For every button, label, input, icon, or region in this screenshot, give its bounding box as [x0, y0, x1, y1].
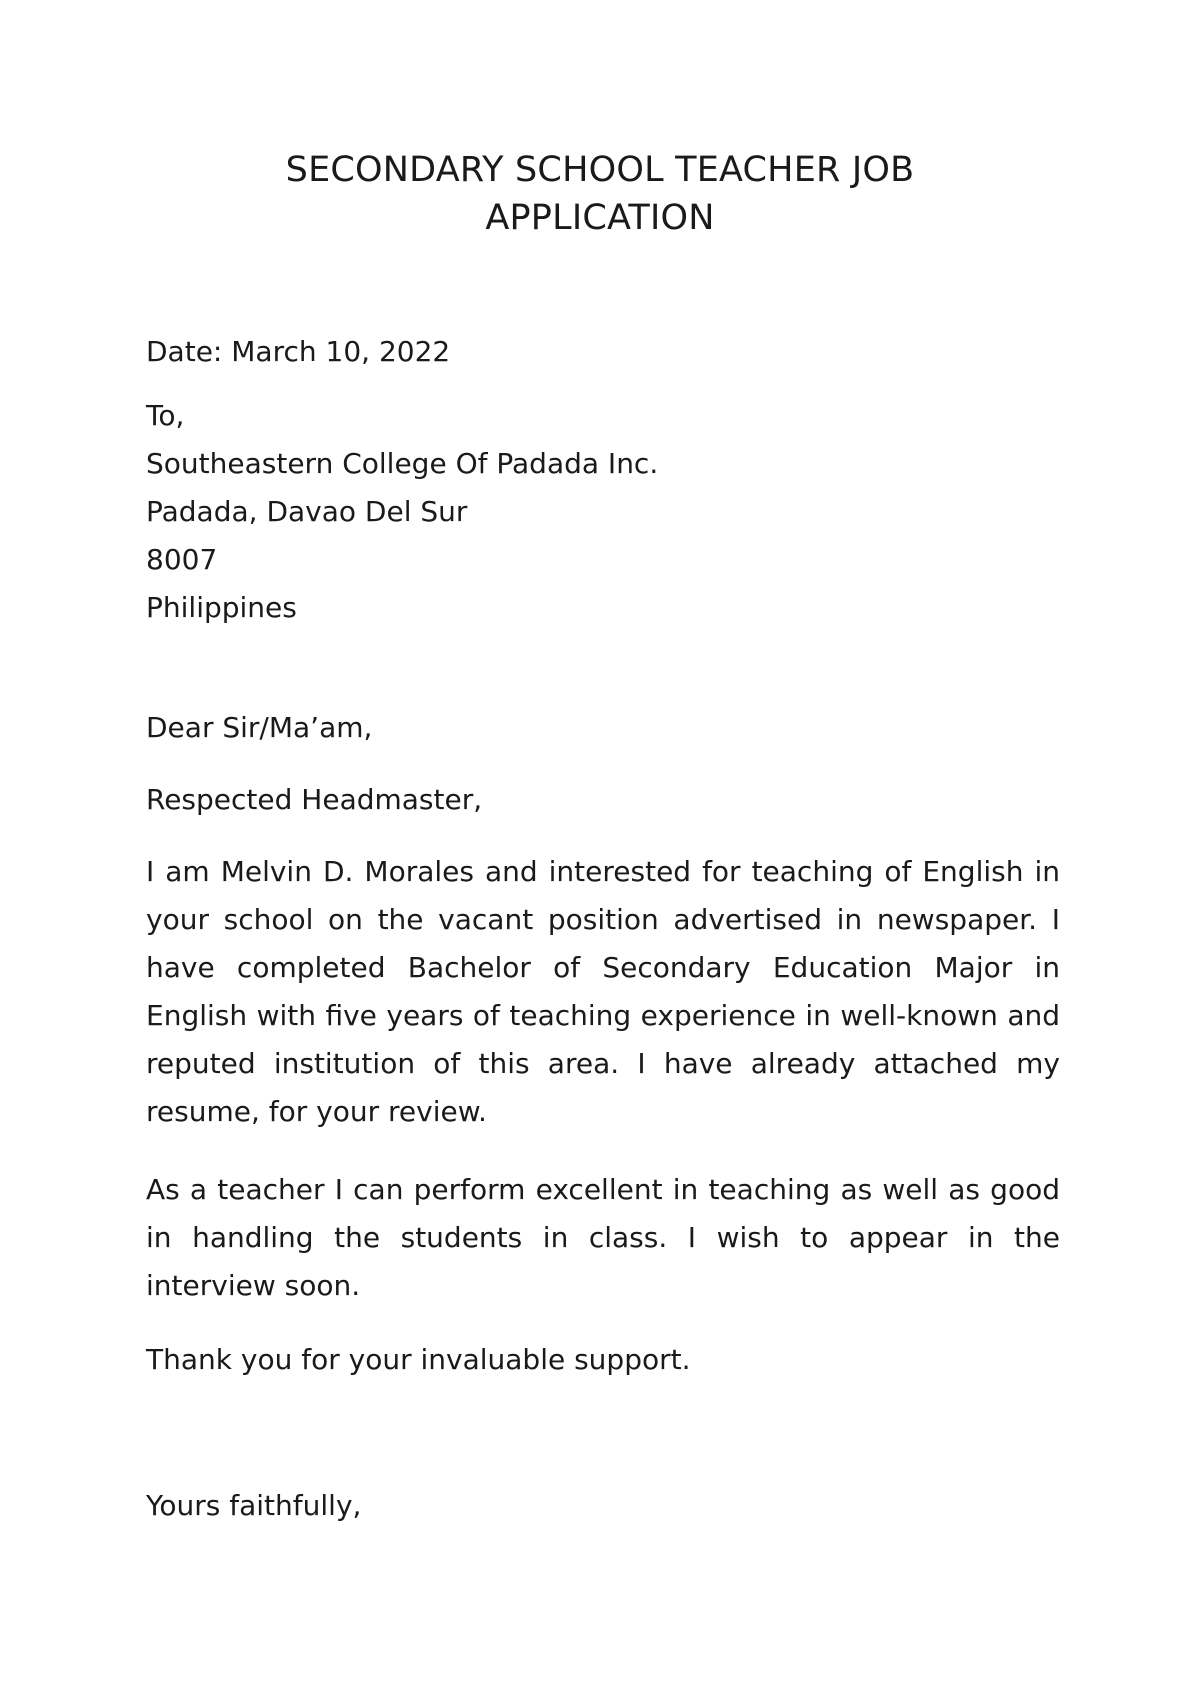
- salutation: Dear Sir/Ma’am,: [146, 711, 373, 744]
- recipient-city: Padada, Davao Del Sur: [146, 495, 468, 528]
- letter-date: Date: March 10, 2022: [146, 335, 451, 368]
- letter-title: [0, 146, 1200, 242]
- recipient-postal-code: 8007: [146, 543, 218, 576]
- recipient-country: Philippines: [146, 591, 297, 624]
- title-line-1: SECONDARY SCHOOL TEACHER JOB: [285, 150, 915, 190]
- closing-line: Yours faithfully,: [146, 1489, 362, 1522]
- body-paragraph-2: As a teacher I can perform excellent in teaching as well as good in handling the students in class. I wish to appear in the interview soon.: [146, 1173, 1060, 1302]
- recipient-institution: Southeastern College Of Padada Inc.: [146, 447, 659, 480]
- recipient-to: To,: [146, 399, 185, 432]
- thanks-line: Thank you for your invaluable support.: [146, 1343, 691, 1376]
- body-paragraph-1: I am Melvin D. Morales and interested for teaching of English in your school on the vacant position advertised in newspaper. I have completed Bachelor of Secondary Education Major in English with five years of teaching experience in well-known and reputed institution of this area. I have already attached my resume, for your review.: [146, 855, 1060, 1128]
- respected-headmaster: Respected Headmaster,: [146, 783, 483, 816]
- title-line-2: APPLICATION: [485, 198, 715, 238]
